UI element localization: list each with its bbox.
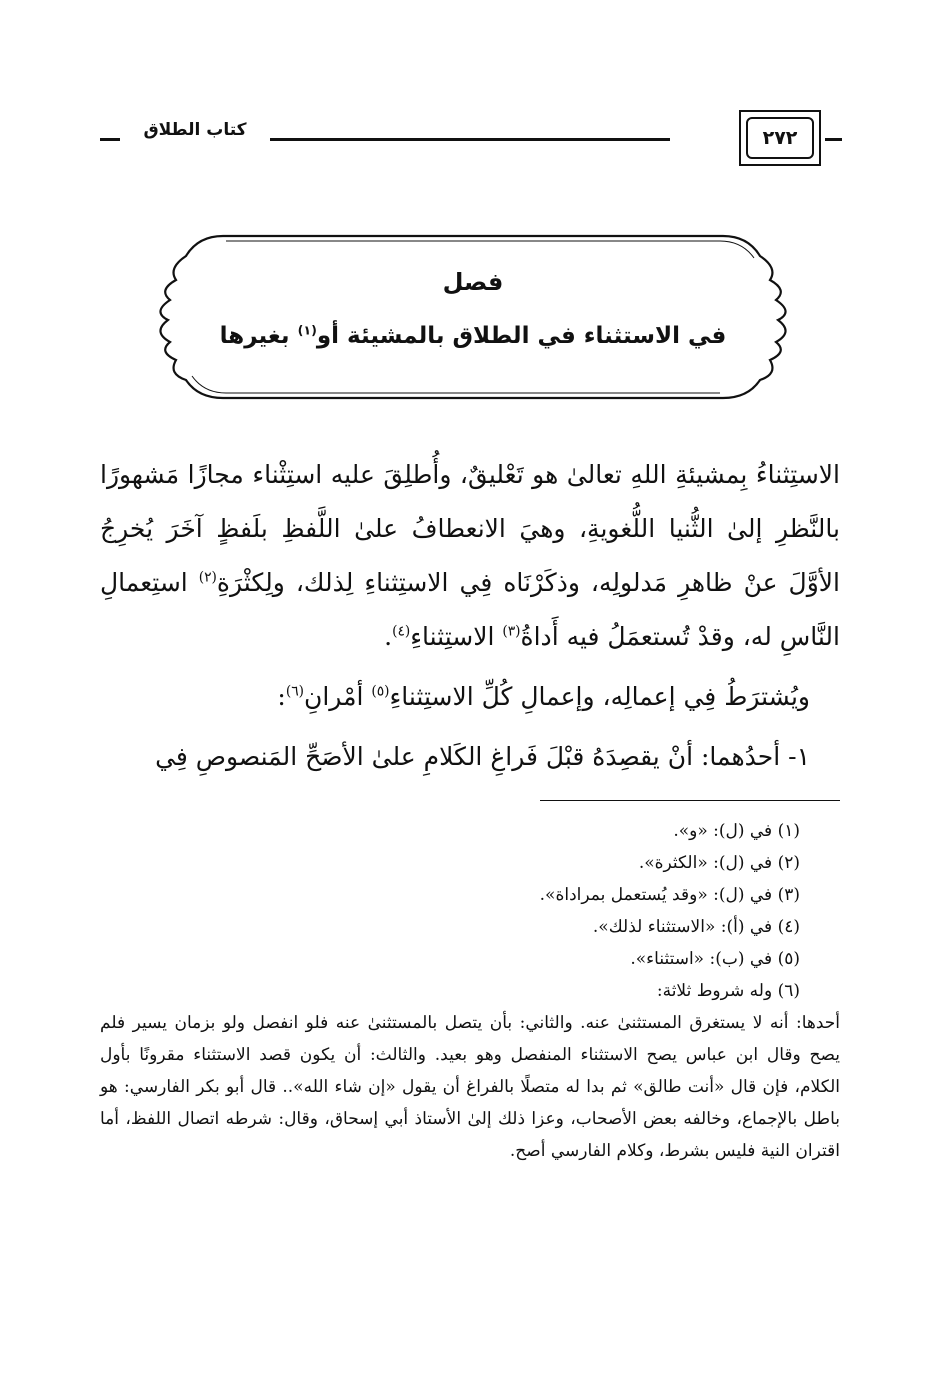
footnote: (٣) في (ل): «وقد يُستعمل بمراداة». xyxy=(539,885,800,905)
header-rule-middle xyxy=(270,138,670,141)
text-run: : xyxy=(277,682,286,711)
text-run: ويُشترَطُ فِي إعمالِه، وإعمالِ كُلِّ الاستِثناءِ xyxy=(389,682,810,711)
text-run: الاستِثناءِ xyxy=(410,622,503,651)
paragraph xyxy=(100,448,840,664)
text-run: الاستِثناءُ بِمشيئةِ اللهِ تعالىٰ هو تَعْليقٌ، وأُطلِقَ عليه استِثْناء مجازًا مَشهورًا بالنَّظرِ إلىٰ الثُّنيا اللُّغويةِ، وهيَ الانعطافُ علىٰ اللَّفظِ بلَفظٍ آخَرَ يُخرِجُ الأوَّلَ عنْ ظاهرِ مَدلولِه، وذكَرْنَاه فِي الاستِثناءِ لِذلك، ولِكثْرَةِ xyxy=(100,460,840,597)
running-header xyxy=(100,110,840,170)
footnote: (٢) في (ل): «الكثرة». xyxy=(638,853,800,873)
header-rule-right xyxy=(825,138,842,141)
footnote-continuation: أحدها: أنه لا يستغرق المستثنىٰ عنه. والثاني: بأن يتصل بالمستثنىٰ عنه فلو انفصل ولو بزمان يسير فلم يصح وقال ابن عباس يصح الاستثناء المنفصل وهو بعيد. والثالث: أن يكون قصد الاستثناء مقرونًا بأول الكلام، فإن قال «أنت طالق» ثم بدا له متصلًا بالفراغ أن يقول «إن شاء الله».. قال أبو بكر الفارسي: هو باطل بالإجماع، وخالفه بعض الأصحاب، وعزا ذلك إلىٰ الأستاذ أبي إسحاق، وقال: شرطه اتصال اللفظ، أما اقتران النية فليس بشرط، وكلام الفارسي أصح. xyxy=(100,1013,840,1161)
book-title: كتاب الطلاق xyxy=(143,120,247,140)
text-run: . xyxy=(384,622,393,651)
chapter-subtitle xyxy=(148,323,798,349)
page-number: ٢٧٢ xyxy=(746,117,814,159)
footnote-ref: (٦) xyxy=(285,683,304,700)
footnote-ref: (٣) xyxy=(502,623,521,640)
subtitle-after: بغيرها xyxy=(219,323,298,349)
footnote: (٦) وله شروط ثلاثة: xyxy=(656,981,800,1001)
chapter-label: فصل xyxy=(442,268,504,296)
footnote-separator xyxy=(540,800,840,801)
subtitle-before: في الاستثناء في الطلاق بالمشيئة أو xyxy=(316,323,727,349)
main-text xyxy=(100,448,840,790)
paragraph xyxy=(100,730,840,784)
paragraph xyxy=(100,670,840,724)
footnotes xyxy=(100,815,840,1167)
footnote-ref: (١) xyxy=(297,322,317,338)
page-number-box xyxy=(739,110,821,166)
ornamental-border xyxy=(148,228,798,403)
footnote: (١) في (ل): «و». xyxy=(673,821,800,841)
footnote-ref: (٥) xyxy=(371,683,390,700)
text-run: أمْرانِ xyxy=(303,682,372,711)
header-rule-left xyxy=(100,138,120,141)
footnote: (٥) في (ب): «استثناء». xyxy=(630,949,800,969)
footnote-ref: (٢) xyxy=(198,569,217,586)
footnote-ref: (٤) xyxy=(392,623,411,640)
text-run: ١- أحدُهما: أنْ يقصِدَهُ قبْلَ فَراغِ الكَلامِ علىٰ الأصَحِّ المَنصوصِ فِي xyxy=(155,742,810,771)
footnote: (٤) في (أ): «الاستثناء لذلك». xyxy=(592,917,800,937)
chapter-frame xyxy=(148,228,798,403)
text-run: استِعمالِ النَّاسِ له، وقدْ تُستعمَلُ فيه أَداةُ xyxy=(100,568,840,651)
